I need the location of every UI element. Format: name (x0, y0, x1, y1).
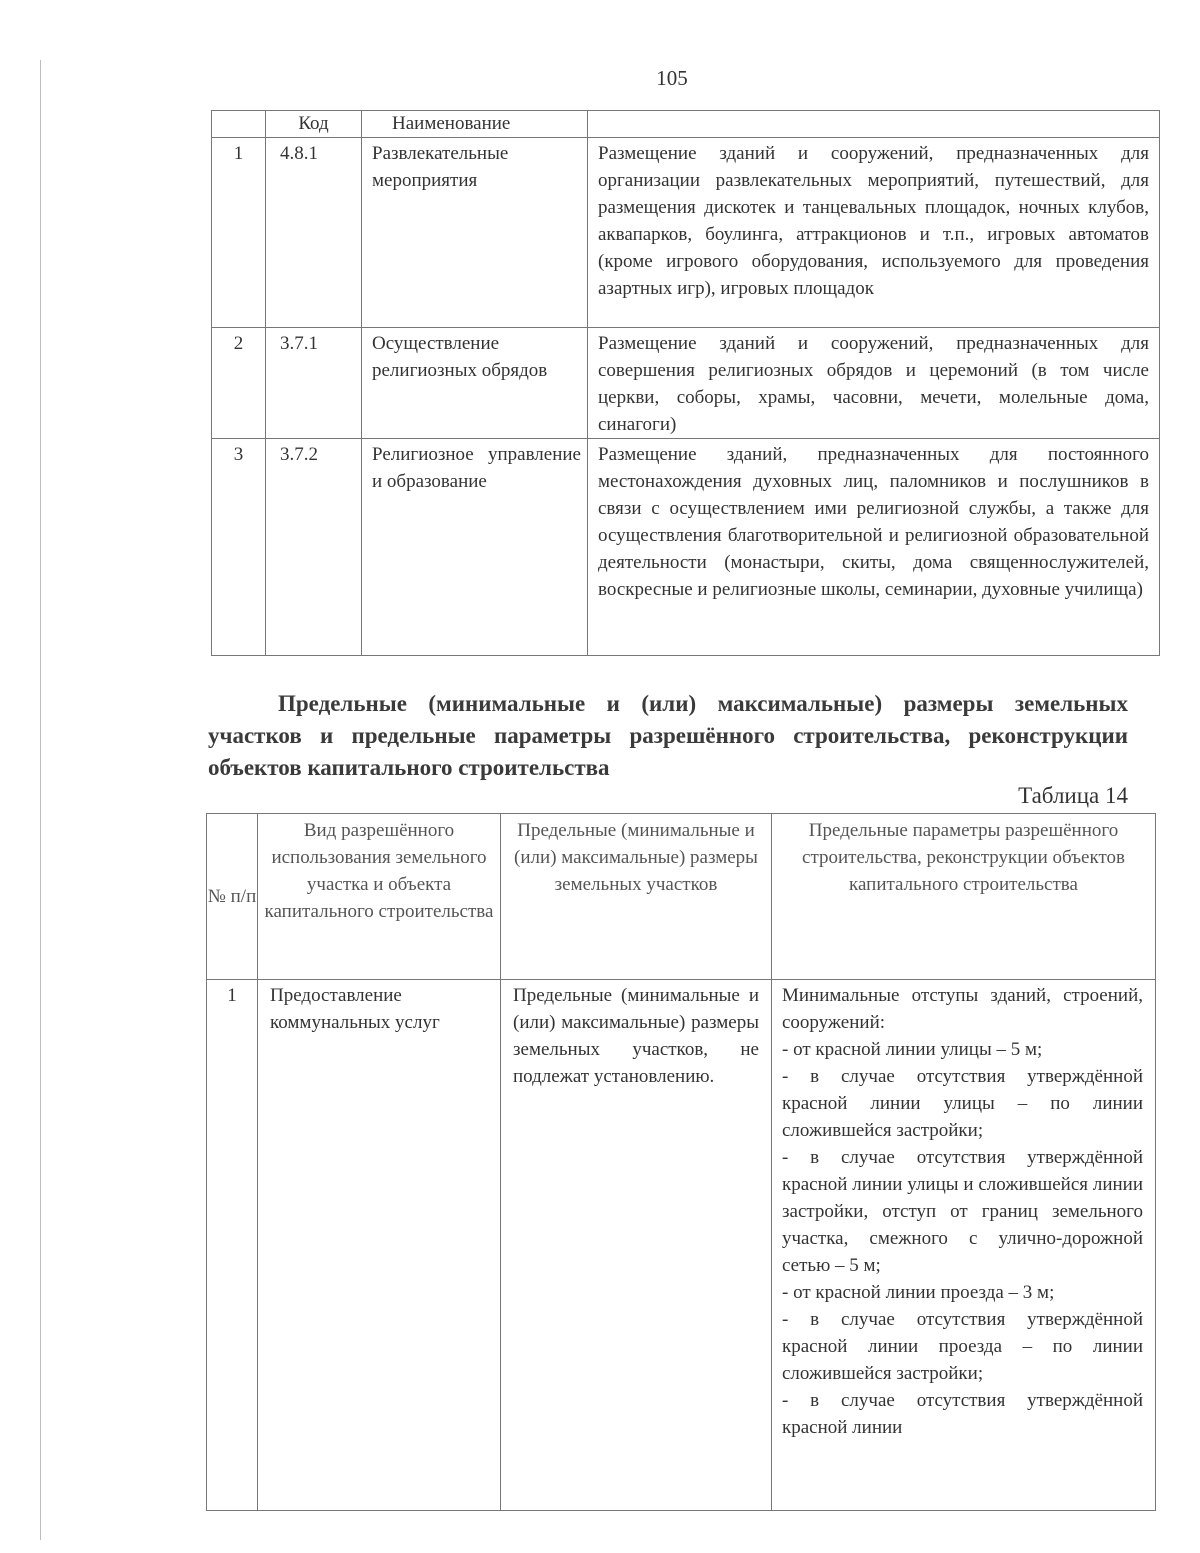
land-use-table (211, 110, 1160, 656)
param-line: Минимальные отступы зданий, строений, сооружений: (782, 985, 1143, 1033)
row-construction-params (772, 980, 1156, 1511)
parameters-table (206, 813, 1156, 1511)
table-row (212, 328, 1160, 439)
row-num: 3 (212, 439, 266, 656)
header-num (212, 111, 266, 138)
page-number: 105 (656, 66, 688, 90)
header-name: Наименование (362, 111, 588, 138)
row-name: Осуществление религиозных обрядов (362, 328, 588, 439)
table-row (212, 138, 1160, 328)
header-construction-params: Предельные параметры разрешённого строительства, реконструкции объектов капитального строительства (772, 814, 1156, 980)
header-use-type: Вид разрешённого использования земельного участка и объекта капитального строительства (258, 814, 501, 980)
row-code: 4.8.1 (266, 138, 362, 328)
row-use-type: Предоставление коммунальных услуг (258, 980, 501, 1511)
table-header-row (207, 814, 1156, 980)
param-line: - в случае отсутствия утверждённой красной линии (782, 1390, 1143, 1438)
row-code: 3.7.2 (266, 439, 362, 656)
row-plot-size: Предельные (минимальные и (или) максимальные) размеры земельных участков, не подлежат установлению. (501, 980, 772, 1511)
row-description: Размещение зданий и сооружений, предназначенных для организации развлекательных мероприятий, путешествий, для размещения дискотек и танцевальных площадок, ночных клубов, аквапарков, боулинга, аттракционов и т.п., игровых автоматов (кроме игрового оборудования, используемого для проведения азартных игр), игровых площадок (588, 138, 1160, 328)
param-line: - от красной линии проезда – 3 м; (782, 1282, 1055, 1303)
row-code: 3.7.1 (266, 328, 362, 439)
row-num: 1 (212, 138, 266, 328)
table-row (212, 439, 1160, 656)
header-plot-size: Предельные (минимальные и (или) максимальные) размеры земельных участков (501, 814, 772, 980)
param-line: - в случае отсутствия утверждённой красной линии проезда – по линии сложившейся застройки; (782, 1309, 1143, 1384)
param-line: - в случае отсутствия утверждённой красной линии улицы – по линии сложившейся застройки; (782, 1066, 1143, 1141)
header-description (588, 111, 1160, 138)
table-row (207, 980, 1156, 1511)
row-description: Размещение зданий, предназначенных для постоянного местонахождения духовных лиц, паломников и послушников в связи с осуществлением ими религиозной службы, а также для осуществления благотворительной и религиозной образовательной деятельности (монастыри, скиты, дома священнослужителей, воскресные и религиозные школы, семинарии, духовные училища) (588, 439, 1160, 656)
header-num: № п/п (207, 814, 258, 980)
section-heading: Предельные (минимальные и (или) максимальные) размеры земельных участков и предельные параметры разрешённого строительства, реконструкции объектов капитального строительства (208, 691, 1128, 780)
header-code: Код (266, 111, 362, 138)
row-num: 2 (212, 328, 266, 439)
row-name: Развлекательные мероприятия (362, 138, 588, 328)
param-line: - от красной линии улицы – 5 м; (782, 1039, 1043, 1060)
row-num: 1 (207, 980, 258, 1511)
table-caption: Таблица 14 (1018, 783, 1128, 808)
param-line: - в случае отсутствия утверждённой красной линии улицы и сложившейся линии застройки, отступ от границ земельного участка, смежного с улично-дорожной сетью – 5 м; (782, 1147, 1143, 1276)
row-name: Религиозное управление и образование (362, 439, 588, 656)
row-description: Размещение зданий и сооружений, предназначенных для совершения религиозных обрядов и церемоний (в том числе церкви, соборы, храмы, часовни, мечети, молельные дома, синагоги) (588, 328, 1160, 439)
table-header-row (212, 111, 1160, 138)
page-margin-line (40, 60, 41, 1540)
